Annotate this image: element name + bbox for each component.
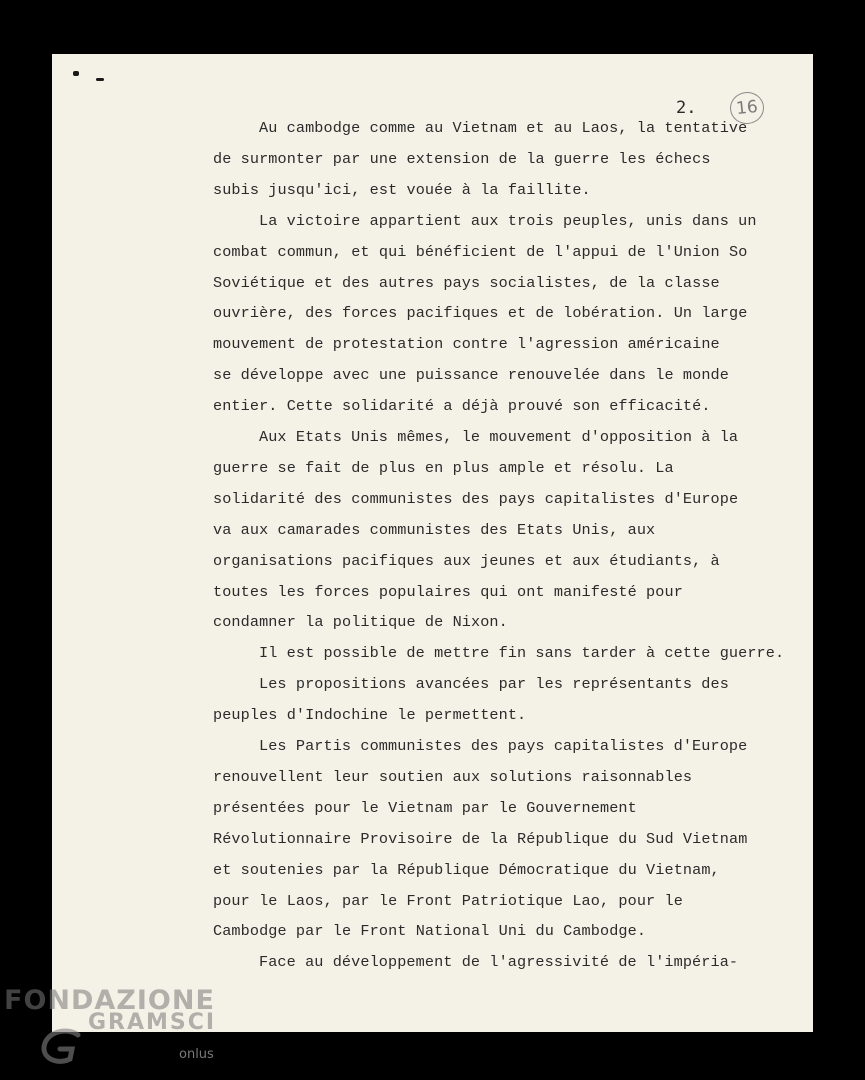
- watermark-line-3: onlus: [179, 1047, 214, 1062]
- text-line: La victoire appartient aux trois peuples, unis dans un: [259, 211, 757, 230]
- ink-mark: [96, 78, 104, 81]
- archive-number-stamp: 16: [728, 90, 765, 125]
- text-line: condamner la politique de Nixon.: [213, 613, 508, 632]
- text-line: Révolutionnaire Provisoire de la République du Sud Vietnam: [213, 829, 748, 848]
- text-line: combat commun, et qui bénéficient de l'appui de l'Union So: [213, 242, 748, 261]
- gramsci-logo-icon: [38, 1025, 88, 1067]
- text-line: guerre se fait de plus en plus ample et résolu. La: [213, 458, 674, 477]
- text-line: subis jusqu'ici, est vouée à la faillite.: [213, 180, 591, 199]
- page-number: 2.: [676, 98, 697, 118]
- text-line: Les propositions avancées par les représentants des: [259, 675, 729, 694]
- watermark-line-1: FONDAZIONE: [4, 985, 215, 1016]
- foundation-watermark: [4, 985, 234, 1075]
- text-line: Au cambodge comme au Vietnam et au Laos, la tentative: [259, 119, 748, 137]
- text-line: Cambodge par le Front National Uni du Cambodge.: [213, 922, 647, 941]
- text-line: solidarité des communistes des pays capitalistes d'Europe: [213, 489, 739, 508]
- text-line: se développe avec une puissance renouvelée dans le monde: [213, 366, 729, 385]
- watermark-line-2: GRAMSCI: [88, 1010, 217, 1035]
- text-line: présentées pour le Vietnam par le Gouvernement: [213, 798, 637, 817]
- text-line: Aux Etats Unis mêmes, le mouvement d'opposition à la: [259, 428, 739, 446]
- document-page: [52, 54, 813, 1032]
- text-line: mouvement de protestation contre l'agression américaine: [213, 335, 720, 354]
- text-line: Il est possible de mettre fin sans tarder à cette guerre.: [259, 644, 785, 663]
- text-line: renouvellent leur soutien aux solutions raisonnables: [213, 767, 693, 786]
- ink-mark: [73, 71, 79, 76]
- text-line: va aux camarades communistes des Etats Unis, aux: [213, 520, 656, 539]
- text-line: Les Partis communistes des pays capitalistes d'Europe: [259, 737, 748, 755]
- text-line: ouvrière, des forces pacifiques et de lobération. Un large: [213, 304, 748, 323]
- text-line: et soutenies par la République Démocratique du Vietnam,: [213, 860, 720, 879]
- text-line: toutes les forces populaires qui ont manifesté pour: [213, 582, 683, 601]
- text-line: peuples d'Indochine le permettent.: [213, 706, 527, 725]
- text-line: de surmonter par une extension de la guerre les échecs: [213, 149, 711, 168]
- text-line: pour le Laos, par le Front Patriotique Lao, pour le: [213, 891, 683, 910]
- text-line: Face au développement de l'agressivité de l'impéria-: [259, 953, 739, 972]
- text-line: Soviétique et des autres pays socialistes, de la classe: [213, 273, 720, 292]
- text-line: entier. Cette solidarité a déjà prouvé son efficacité.: [213, 397, 711, 416]
- text-line: organisations pacifiques aux jeunes et aux étudiants, à: [213, 551, 720, 570]
